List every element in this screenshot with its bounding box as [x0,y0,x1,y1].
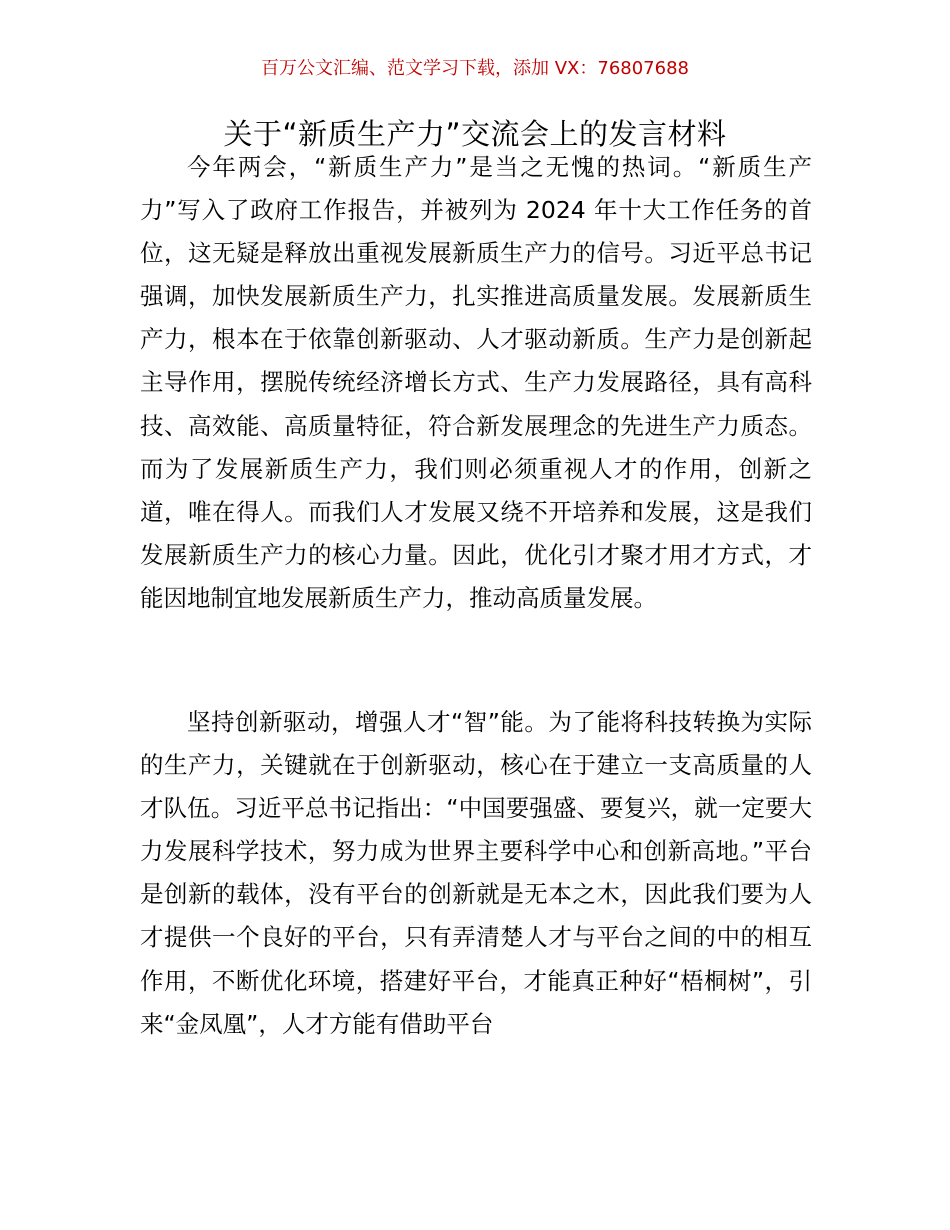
paragraph-2: 坚持创新驱动，增强人才“智”能。为了能将科技转换为实际的生产力，关键就在于创新驱动，核心在于建立一支高质量的人才队伍。习近平总书记指出：“中国要强盛、要复兴，就一定要大力发展科学技术，努力成为世界主要科学中心和创新高地。”平台是创新的载体，没有平台的创新就是无本之木，因此我们要为人才提供一个良好的平台，只有弄清楚人才与平台之间的中的相互作用，不断优化环境，搭建好平台，才能真正种好“梧桐树”，引来“金凤凰”，人才方能有借助平台 [140,708,812,1038]
watermark-header-note: 百万公文汇编、范文学习下载，添加 VX：76807688 [261,58,689,79]
paragraph-1: 今年两会，“新质生产力”是当之无愧的热词。“新质生产力”写入了政府工作报告，并被列为 2024 年十大工作任务的首位，这无疑是释放出重视发展新质生产力的信号。习近平总书记强调，加快发展新质生产力，扎实推进高质量发展。发展新质生产力，根本在于依靠创新驱动、人才驱动新质。生产力是创新起主导作用，摆脱传统经济增长方式、生产力发展路径，具有高科技、高效能、高质量特征，符合新发展理念的先进生产力质态。而为了发展新质生产力，我们则必须重视人才的作用，创新之道，唯在得人。而我们人才发展又绕不开培养和发展，这是我们发展新质生产力的核心力量。因此，优化引才聚才用才方式，才能因地制宜地发展新质生产力，推动高质量发展。 [140,153,812,612]
document-title: 关于“新质生产力”交流会上的发言材料 [223,117,727,151]
